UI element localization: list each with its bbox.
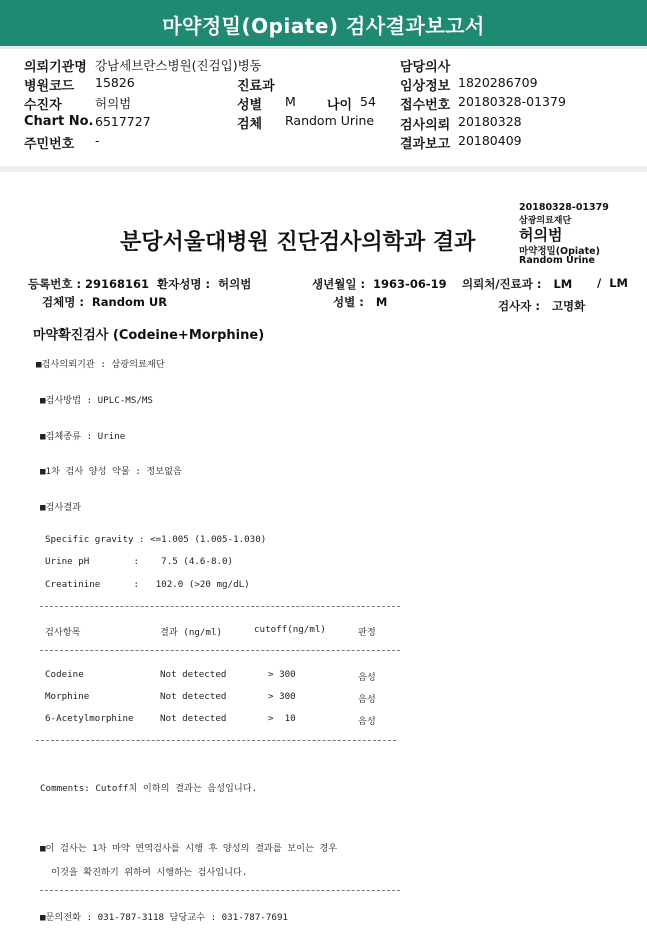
sex-label: 성별 xyxy=(237,98,263,113)
hospital-code-value: 15826 xyxy=(95,75,135,90)
col-header-judgement: 판정 xyxy=(358,627,376,638)
request-value: 20180328 xyxy=(458,114,522,129)
specimen-name: 검체명 : Random UR xyxy=(42,295,168,309)
row-item: Codeine xyxy=(45,669,84,680)
corner-lab-name: 삼광의료재단 xyxy=(519,216,572,226)
corner-patient-name: 허의범 xyxy=(519,226,563,244)
contact-info: ■문의전화 : 031-787-3118 담당교수 : 031-787-7691 xyxy=(40,912,289,923)
corner-test-name: 마약정밀(Opiate) xyxy=(519,246,600,257)
divider xyxy=(40,890,400,891)
row-item: 6-Acetylmorphine xyxy=(45,713,134,724)
row-result: Not detected xyxy=(160,669,227,680)
col-header-item: 검사항목 xyxy=(45,627,81,638)
hospital-code-label: 병원코드 xyxy=(24,79,75,94)
urine-ph: Urine pH : 7.5 (4.6-8.0) xyxy=(45,556,234,567)
section-title: 마약확진검사 (Codeine+Morphine) xyxy=(33,328,265,343)
corner-receipt-no: 20180328-01379 xyxy=(519,202,609,213)
row-cutoff: > 300 xyxy=(268,691,296,702)
date-of-birth: 생년월일 : 1963-06-19 xyxy=(312,277,447,291)
institution-value: 강남세브란스병원(진검입)병동 xyxy=(95,58,262,73)
patient-name: 환자성명 : 허의범 xyxy=(157,277,252,291)
clinical-info-value: 1820286709 xyxy=(458,75,538,90)
department-label: 진료과 xyxy=(237,79,275,94)
rrn-label: 주민번호 xyxy=(24,137,75,152)
creatinine: Creatinine : 102.0 (>20 mg/dL) xyxy=(45,579,250,590)
receipt-label: 접수번호 xyxy=(400,98,451,113)
chart-value: 6517727 xyxy=(95,114,151,129)
report-date-value: 20180409 xyxy=(458,133,522,148)
col-header-cutoff: cutoff(ng/ml) xyxy=(254,624,326,635)
row-result: Not detected xyxy=(160,713,227,724)
tester: 검사자 : 고명화 xyxy=(498,299,586,313)
note-line-1: ■이 검사는 1차 마약 면역검사를 시행 후 양성의 결과를 보이는 경우 xyxy=(40,843,338,854)
row-judgement: 음성 xyxy=(358,694,376,705)
requesting-department: 의뢰처/진료과 : LM xyxy=(462,277,573,291)
test-method: ■검사방법 : UPLC-MS/MS xyxy=(40,395,153,406)
registration-number: 등록번호 : 29168161 xyxy=(28,277,150,291)
divider xyxy=(40,650,400,651)
specimen-label: 검체 xyxy=(237,117,263,132)
report-title-bar xyxy=(0,0,647,49)
corner-specimen: Random Urine xyxy=(519,255,595,266)
request-label: 검사의뢰 xyxy=(400,118,451,133)
row-cutoff: > 10 xyxy=(268,713,296,724)
patient-label: 수진자 xyxy=(24,98,62,113)
institution-label: 의뢰기관명 xyxy=(24,60,87,75)
report-date-label: 결과보고 xyxy=(400,137,451,152)
age-value: 54 xyxy=(360,94,376,109)
sex: 성별 : M xyxy=(333,295,388,309)
patient-value: 허의범 xyxy=(95,96,132,111)
row-item: Morphine xyxy=(45,691,90,702)
row-judgement: 음성 xyxy=(358,716,376,727)
specimen-value: Random Urine xyxy=(285,113,375,128)
requesting-department-2: / LM xyxy=(597,276,628,290)
row-cutoff: > 300 xyxy=(268,669,296,680)
rrn-value: - xyxy=(95,133,100,148)
scanned-result-document xyxy=(0,172,647,943)
note-line-2: 이것을 확진하기 위하여 시행하는 검사입니다. xyxy=(40,867,248,878)
col-header-result: 결과 (ng/ml) xyxy=(160,627,223,638)
divider xyxy=(40,606,400,607)
divider xyxy=(36,740,396,741)
row-judgement: 음성 xyxy=(358,672,376,683)
attending-label: 담당의사 xyxy=(400,60,451,75)
specimen-type: ■검체종류 : Urine xyxy=(40,431,126,442)
chart-label: Chart No. xyxy=(24,114,94,129)
age-label: 나이 xyxy=(327,98,353,113)
specific-gravity: Specific gravity : <=1.005 (1.005-1.030) xyxy=(45,534,267,545)
report-header xyxy=(0,50,647,166)
row-result: Not detected xyxy=(160,691,227,702)
comments: Comments: Cutoff치 이하의 결과는 음성입니다. xyxy=(40,783,258,794)
receipt-value: 20180328-01379 xyxy=(458,94,566,109)
results-heading: ■검사결과 xyxy=(40,502,82,513)
sex-value: M xyxy=(285,94,296,109)
hospital-title: 분당서울대병원 진단검사의학과 결과 xyxy=(120,230,476,255)
report-title: 마약정밀(Opiate) 검사결과보고서 xyxy=(162,14,485,38)
requesting-institution: ■검사의뢰기관 : 삼광의료재단 xyxy=(36,359,165,370)
clinical-info-label: 임상정보 xyxy=(400,79,451,94)
first-test-positive-drug: ■1차 검사 양성 약물 : 정보없음 xyxy=(40,466,182,477)
